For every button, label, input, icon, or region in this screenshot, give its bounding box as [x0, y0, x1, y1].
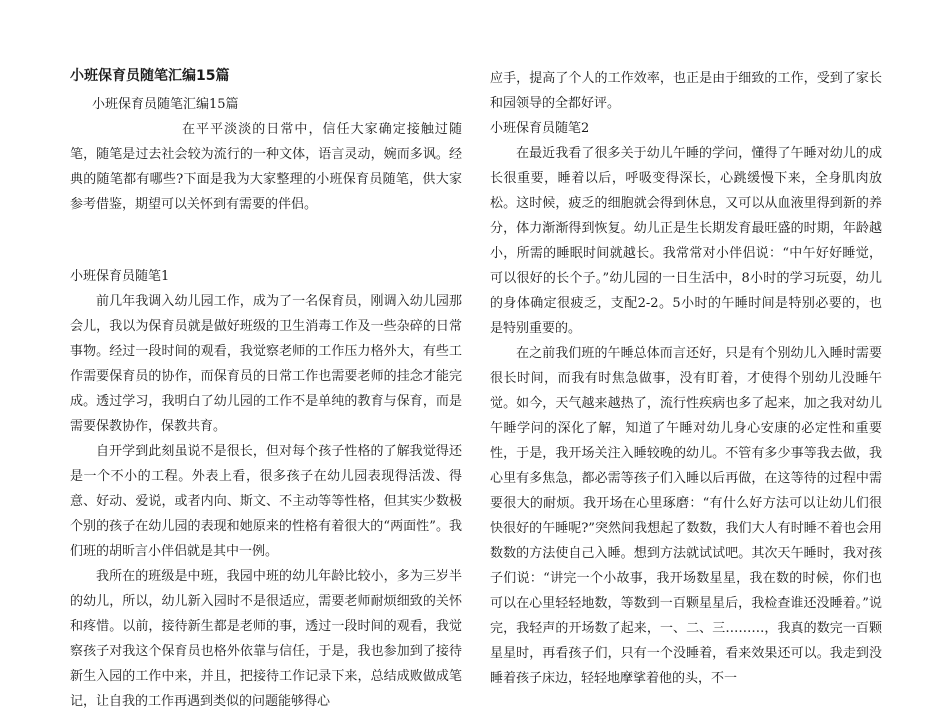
- right-column: [490, 66, 882, 691]
- section-1-paragraph-2: 自开学到此刻虽说不是很长，但对每个孩子性格的了解我觉得还是一个不小的工程。外表上看，很多孩子在幼儿园表现得活泼、得意、好动、爱说，或者内向、斯文、不主动等等性格，但其实少数极个别的孩子在幼儿园的表现和她原来的性格有着很大的“两面性”。我们班的胡昕言小伴侣就是其中一例。: [70, 444, 462, 559]
- section-1-heading: 小班保育员随笔1: [70, 269, 170, 284]
- section-1-paragraph-3: 我所在的班级是中班，我园中班的幼儿年龄比较小，多为三岁半的幼儿，所以，幼儿新入园时不是很适应，需要老师耐烦细致的关怀和疼惜。以前，接待新生都是老师的事，透过一段时间的观看，我觉察孩子对我这个保育员也格外依靠与信任，于是，我也参加到了接待新生入园的工作中来，并且，把接待工作记录下来，总结成败做成笔记，让自我的工作再遇到类似的问题能够得心: [70, 569, 462, 709]
- document-subtitle: 小班保育员随笔汇编15篇: [92, 97, 239, 112]
- section-1-paragraph-3-continued: 应手，提高了个人的工作效率，也正是由于细致的工作，受到了家长和园领导的全都好评。: [490, 71, 882, 111]
- section-1-paragraph-1: 前几年我调入幼儿园工作，成为了一名保育员，刚调入幼儿园那会儿，我以为保育员就是做好班级的卫生消毒工作及一些杂碎的日常事物。经过一段时间的观看，我觉察老师的工作压力格外大，有些工作需要保育员的协作，而保育员的日常工作也需要老师的挂念才能完成。透过学习，我明白了幼儿园的工作不是单纯的教育与保育，而是需要保教协作，保教共育。: [70, 294, 462, 434]
- left-column: [70, 66, 462, 714]
- section-2-heading: 小班保育员随笔2: [490, 121, 590, 136]
- document-title: 小班保育员随笔汇编15篇: [70, 68, 230, 84]
- intro-paragraph: 在平平淡淡的日常中，信任大家确定接触过随笔，随笔是过去社会较为流行的一种文体，语言灵动，婉而多讽。经典的随笔都有哪些?下面是我为大家整理的小班保育员随笔，供大家参考借鉴，期望可以关怀到有需要的伴侣。: [70, 122, 462, 212]
- section-2-paragraph-1: 在最近我看了很多关于幼儿午睡的学问，懂得了午睡对幼儿的成长很重要，睡着以后，呼吸变得深长，心跳缓慢下来，全身肌肉放松。这时候，疲乏的细胞就会得到休息，又可以从血液里得到新的养分，体力渐渐得到恢复。幼儿正是生长期发育最旺盛的时期，年龄越小，所需的睡眠时间就越长。我常常对小伴侣说：“中午好好睡觉，可以很好的长个子。”幼儿园的一日生活中，8小时的学习玩耍，幼儿的身体确定很疲乏，支配2-2。5小时的午睡时间是特别必要的，也是特别重要的。: [490, 146, 882, 336]
- section-2-paragraph-2: 在之前我们班的午睡总体而言还好，只是有个别幼儿入睡时需要很长时间，而我有时焦急做事，没有盯着，才使得个别幼儿没睡午觉。如今，天气越来越热了，流行性疾病也多了起来，加之我对幼儿午睡学问的深化了解，知道了午睡对幼儿身心安康的必定性和重要性，于是，我开场关注入睡较晚的幼儿。不管有多少事等我去做，我心里有多焦急，都必需等孩子们入睡以后再做，在这等待的过程中需要很大的耐烦。我开场在心里琢磨：“有什么好方法可以让幼儿们很快很好的午睡呢?”突然间我想起了数数，我们大人有时睡不着也会用数数的方法使自己入睡。想到方法就试试吧。其次天午睡时，我对孩子们说：“讲完一个小故事，我开场数星星，我在数的时候，你们也可以在心里轻轻地数，等数到一百颗星星后，我检查谁还没睡着。”说完，我轻声的开场数了起来，一、二、三………，我真的数完一百颗星星时，再看孩子们，只有一个没睡着，看来效果还可以。我走到没睡着孩子床边，轻轻地摩挲着他的头，不一: [490, 346, 882, 686]
